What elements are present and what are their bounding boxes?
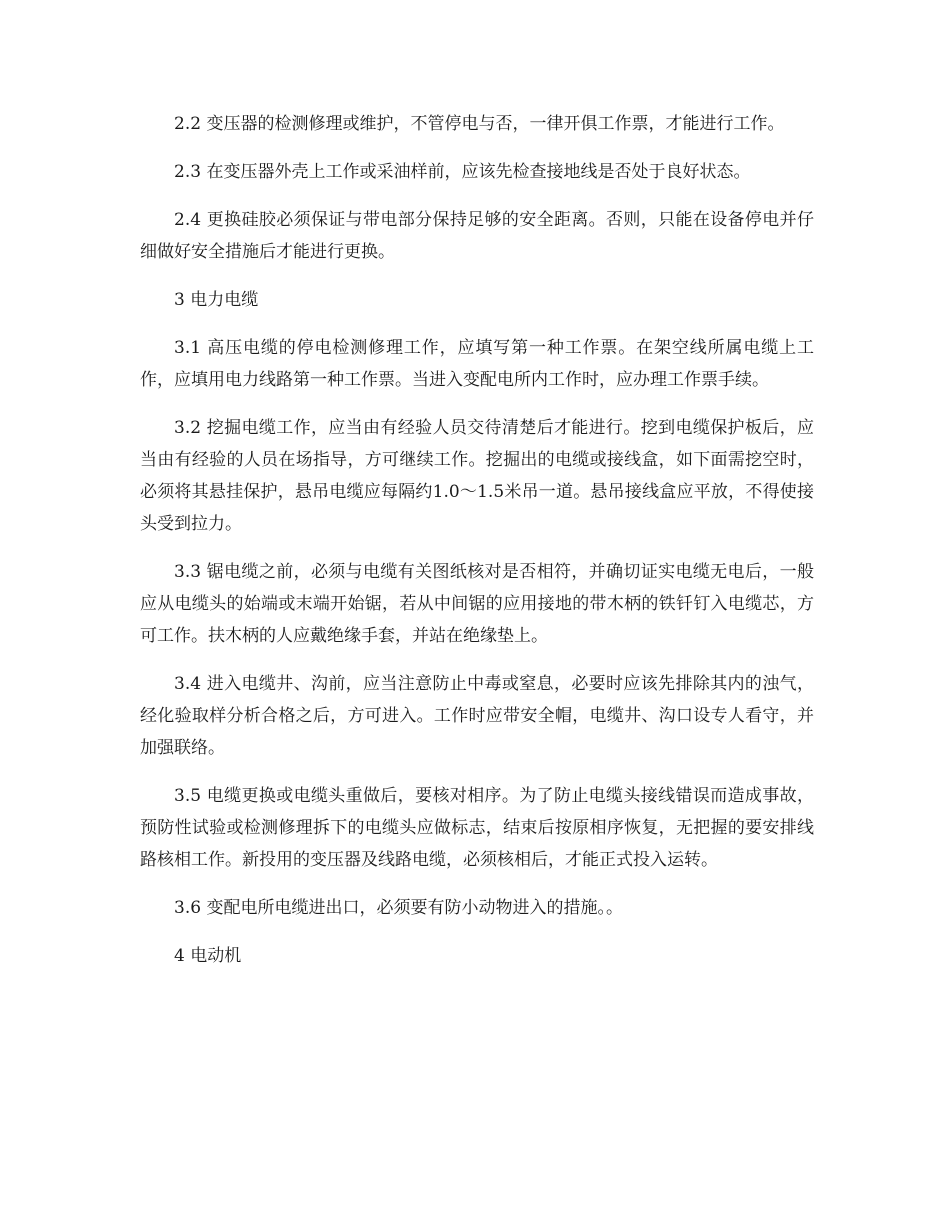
paragraph-2-2: 2.2 变压器的检测修理或维护，不管停电与否，一律开俱工作票，才能进行工作。	[174, 114, 785, 134]
paragraph-3-6: 3.6 变配电所电缆进出口，必须要有防小动物进入的措施。。	[174, 898, 623, 918]
document-page	[140, 108, 814, 988]
section-heading-4: 4 电动机	[174, 946, 242, 966]
paragraph-2-4: 2.4 更换硅胶必须保证与带电部分保持足够的安全距离。否则，只能在设备停电并仔细做好安全措施后才能进行更换。	[140, 210, 814, 262]
section-heading-3: 3 电力电缆	[174, 290, 259, 310]
paragraph-3-1: 3.1 高压电缆的停电检测修理工作，应填写第一种工作票。在架空线所属电缆上工作，应填用电力线路第一种工作票。当进入变配电所内工作时，应办理工作票手续。	[140, 338, 814, 390]
paragraph-2-3: 2.3 在变压器外壳上工作或采油样前，应该先检查接地线是否处于良好状态。	[174, 162, 751, 182]
paragraph-3-5: 3.5 电缆更换或电缆头重做后，要核对相序。为了防止电缆头接线错误而造成事故，预防性试验或检测修理拆下的电缆头应做标志，结束后按原相序恢复，无把握的要安排线路核相工作。新投用的变压器及线路电缆，必须核相后，才能正式投入运转。	[140, 786, 814, 870]
paragraph-3-4: 3.4 进入电缆井、沟前，应当注意防止中毒或窒息，必要时应该先排除其内的浊气，经化验取样分析合格之后，方可进入。工作时应带安全帽，电缆井、沟口设专人看守，并加强联络。	[140, 674, 814, 758]
paragraph-3-2: 3.2 挖掘电缆工作，应当由有经验人员交待清楚后才能进行。挖到电缆保护板后，应当由有经验的人员在场指导，方可继续工作。挖掘出的电缆或接线盒，如下面需挖空时，必须将其悬挂保护，悬吊电缆应每隔约1.0～1.5米吊一道。悬吊接线盒应平放，不得使接头受到拉力。	[140, 418, 814, 534]
paragraph-3-3: 3.3 锯电缆之前，必须与电缆有关图纸核对是否相符，并确切证实电缆无电后，一般应从电缆头的始端或末端开始锯，若从中间锯的应用接地的带木柄的铁钎钉入电缆芯，方可工作。扶木柄的人应戴绝缘手套，并站在绝缘垫上。	[140, 562, 814, 646]
